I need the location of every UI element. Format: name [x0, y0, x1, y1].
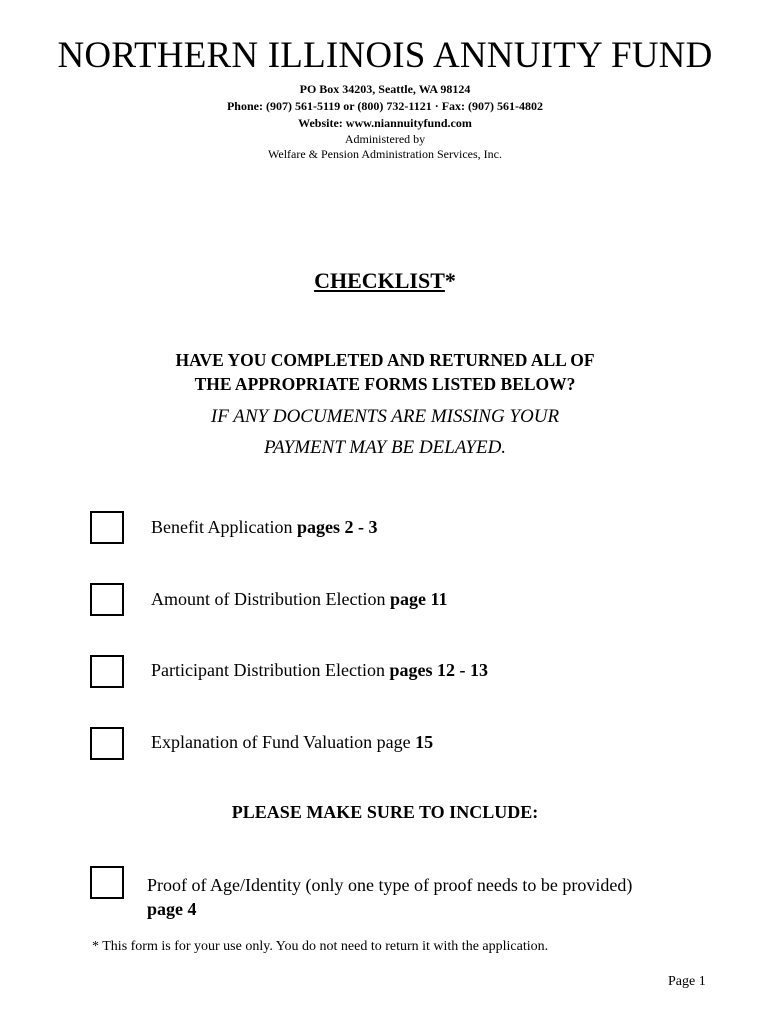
include-heading: PLEASE MAKE SURE TO INCLUDE:: [231, 802, 539, 822]
checklist-title-text: CHECKLIST: [314, 268, 445, 293]
warning-line-2: PAYMENT MAY BE DELAYED.: [263, 437, 507, 458]
item-fund-valuation: [151, 730, 433, 754]
address: PO Box 34203, Seattle, WA 98124: [299, 82, 471, 96]
checkbox-amount-distribution-election[interactable]: [90, 583, 124, 616]
checkbox-participant-distribution-election[interactable]: [90, 655, 124, 688]
item-pages: pages 2 - 3: [296, 517, 378, 537]
checkbox-proof-of-age[interactable]: [90, 866, 124, 899]
item-participant-distribution-election: [151, 658, 488, 682]
checklist-question: [0, 348, 770, 396]
warning-line-1: IF ANY DOCUMENTS ARE MISSING YOUR: [210, 406, 560, 427]
phone-fax: Phone: (907) 561-5119 or (800) 732-1121 · Fax: (907) 561-4802: [226, 99, 544, 113]
question-line-1: HAVE YOU COMPLETED AND RETURNED ALL OF: [175, 350, 595, 370]
item-amount-distribution-election: [151, 587, 448, 611]
checkbox-fund-valuation[interactable]: [90, 727, 124, 760]
administered-by: Administered by: [344, 132, 426, 146]
item-label: Participant Distribution Election: [151, 660, 390, 680]
item-label: Benefit Application: [151, 517, 297, 537]
item-pages: page 11: [389, 589, 448, 609]
checklist-asterisk: *: [444, 268, 456, 293]
org-title: NORTHERN ILLINOIS ANNUITY FUND: [57, 35, 713, 76]
page-number: Page 1: [668, 974, 706, 989]
item-label: Explanation of Fund Valuation page: [151, 732, 416, 752]
website: Website: www.niannuityfund.com: [298, 116, 472, 130]
item-benefit-application: [151, 515, 377, 539]
question-line-2: THE APPROPRIATE FORMS LISTED BELOW?: [194, 374, 576, 394]
checklist-title: [0, 268, 770, 294]
item-pages: pages 12 - 13: [389, 660, 488, 680]
footnote: * This form is for your use only. You do not need to return it with the application.: [92, 939, 549, 954]
checkbox-benefit-application[interactable]: [90, 511, 124, 544]
item-pages: 15: [415, 732, 434, 752]
item-label: Proof of Age/Identity (only one type of proof needs to be provided): [147, 875, 633, 895]
item-pages: page 4: [147, 899, 197, 919]
administrator-name: Welfare & Pension Administration Services, Inc.: [268, 147, 502, 161]
item-proof-of-age: [147, 873, 632, 921]
item-label: Amount of Distribution Election: [151, 589, 390, 609]
